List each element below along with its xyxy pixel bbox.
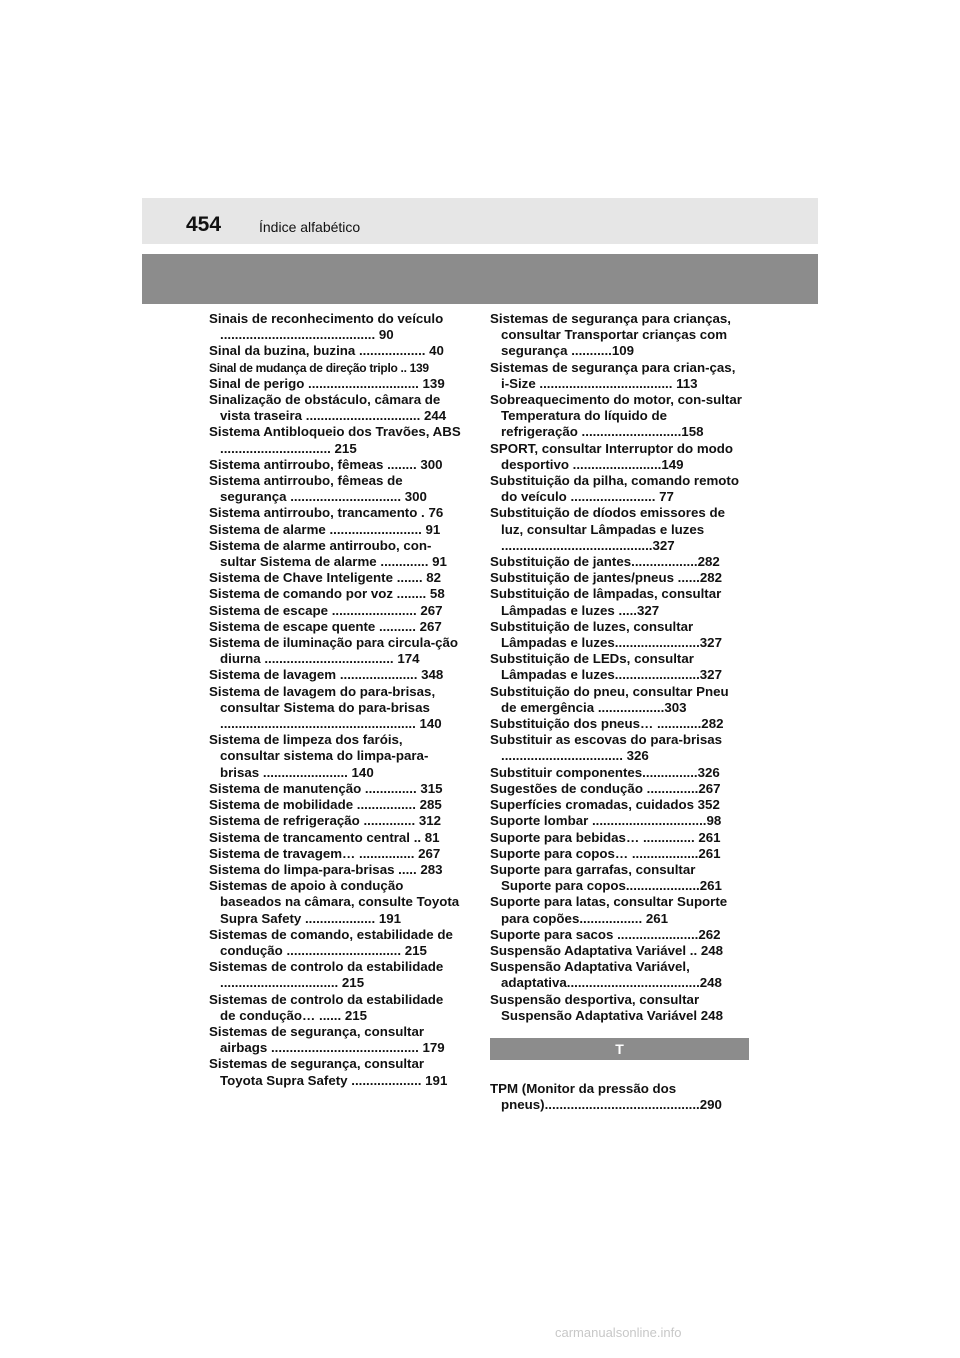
index-entry: Sistema do limpa-para-brisas ..... 283: [209, 861, 443, 877]
index-entry: Substituir as escovas do para-brisas ................................. 326: [490, 732, 723, 764]
header-band: [142, 254, 818, 304]
index-entry: Sistema de mobilidade ................ 285: [209, 797, 442, 813]
index-entry: Sobreaquecimento do motor, con-sultar Temperatura do líquido de refrigeração ...........................158: [490, 392, 742, 440]
index-entry: Sistema de Chave Inteligente ....... 82: [209, 570, 442, 586]
index-column-left: [209, 311, 462, 1089]
index-entry: Suspensão Adaptativa Variável .. 248: [490, 942, 724, 958]
index-entry: Sistemas de segurança para crianças, consultar Transportar crianças com segurança ...........109: [490, 311, 731, 359]
index-entry: Substituição da pilha, comando remoto do veículo ....................... 77: [490, 473, 739, 505]
index-entry: Sugestões de condução ..............267: [490, 780, 721, 796]
page-number: 454: [186, 213, 222, 236]
index-entry: Substituir componentes...............326: [490, 764, 720, 780]
index-entry: Suporte para latas, consultar Suporte para copões................. 261: [490, 894, 728, 926]
index-entry: Sistemas de comando, estabilidade de condução ............................... 215: [209, 926, 453, 958]
index-entry: Sistema de iluminação para circula-ção diurna ................................... 174: [209, 635, 459, 667]
index-entry: Sistema de escape quente .......... 267: [209, 618, 442, 634]
index-entry: TPM (Monitor da pressão dos pneus)..........................................290: [490, 1080, 722, 1113]
index-entry: Suporte para copos… ..................261: [490, 845, 721, 861]
header-bar: [142, 198, 818, 244]
index-entry: Suspensão Adaptativa Variável, adaptativa....................................248: [490, 959, 722, 991]
index-column-right: [490, 311, 743, 1113]
watermark: carmanualsonline.info: [555, 1325, 682, 1340]
index-entry: Sistema antirroubo, trancamento . 76: [209, 505, 444, 521]
index-entry: Sistema de lavagem do para-brisas, consultar Sistema do para-brisas ..................................................... 140: [209, 683, 442, 732]
index-entry: Sistemas de segurança para crian-ças, i-Size .................................... 113: [490, 359, 736, 391]
index-entry: Sistemas de segurança, consultar airbags ........................................ 179: [209, 1023, 445, 1056]
index-entry: Sistema de refrigeração .............. 312: [209, 813, 442, 829]
index-entry: Substituição de jantes..................282: [490, 554, 720, 570]
index-entry: Sistema antirroubo, fêmeas ........ 300: [209, 456, 443, 472]
index-entry: Suporte lombar ...............................98: [490, 813, 722, 829]
index-entry: Sistema de manutenção .............. 315: [209, 780, 443, 796]
index-entry: Sistemas de apoio à condução baseados na câmara, consulte Toyota Supra Safety ................... 191: [209, 878, 460, 926]
index-entry: Sinais de reconhecimento do veículo .......................................... 90: [209, 311, 444, 343]
index-entry: Sistema Antibloqueio dos Travões, ABS .............................. 215: [209, 424, 461, 456]
index-entry: Sistema de trancamento central .. 81: [209, 829, 440, 845]
index-entry: Substituição de díodos emissores de luz, consultar Lâmpadas e luzes .........................................327: [490, 505, 725, 553]
index-entry: Sistema de escape ....................... 267: [209, 602, 443, 618]
index-entry: Sistema de lavagem ..................... 348: [209, 667, 444, 683]
index-entry: Suspensão desportiva, consultar Suspensão Adaptativa Variável 248: [490, 991, 723, 1023]
index-entry: Sinal da buzina, buzina .................. 40: [209, 343, 444, 359]
index-entry: SPORT, consultar Interruptor do modo desportivo ........................149: [490, 440, 734, 472]
index-entry: Substituição do pneu, consultar Pneu de emergência ..................303: [490, 683, 729, 715]
index-entry: Sistema de alarme antirroubo, con-sultar Sistema de alarme ............. 91: [209, 537, 447, 570]
index-entry: Suporte para garrafas, consultar Suporte para copos....................261: [490, 861, 722, 894]
index-entry: Suporte para bebidas… .............. 261: [490, 829, 721, 845]
index-entry: Sistema de alarme ......................... 91: [209, 521, 441, 537]
index-entry: Sinal de perigo .............................. 139: [209, 375, 445, 391]
index-entry: Suporte para sacos ......................262: [490, 926, 721, 942]
index-entry: Substituição de luzes, consultar Lâmpadas e luzes.......................327: [490, 618, 722, 651]
index-entry: Sistema de comando por voz ........ 58: [209, 586, 445, 602]
index-entry: Sinalização de obstáculo, câmara de vista traseira ............................... 244: [209, 392, 447, 424]
index-entry: Substituição de jantes/pneus ......282: [490, 570, 723, 586]
index-entry: Substituição de lâmpadas, consultar Lâmpadas e luzes .....327: [490, 586, 722, 618]
index-entry: Sistemas de segurança, consultar Toyota Supra Safety ................... 191: [209, 1056, 448, 1088]
index-entry: Sinal de mudança de direção triplo .. 139: [209, 360, 429, 375]
index-entry: Sistema de travagem… ............... 267: [209, 845, 441, 861]
index-entry: Superfícies cromadas, cuidados 352: [490, 797, 720, 813]
index-entry: Sistemas de controlo da estabilidade ................................ 215: [209, 959, 444, 991]
index-entry: Substituição de LEDs, consultar Lâmpadas e luzes.......................327: [490, 651, 722, 683]
section-title: Índice alfabético: [259, 219, 361, 235]
index-entry: Substituição dos pneus… ............282: [490, 716, 724, 732]
index-entry: Sistema de limpeza dos faróis, consultar sistema do limpa-para-brisas ....................... 140: [209, 732, 429, 780]
index-entry: Sistema antirroubo, fêmeas de segurança .............................. 300: [209, 473, 427, 505]
index-entry: Sistemas de controlo da estabilidade de condução… ...... 215: [209, 991, 444, 1023]
section-letter-t: T: [490, 1038, 749, 1060]
